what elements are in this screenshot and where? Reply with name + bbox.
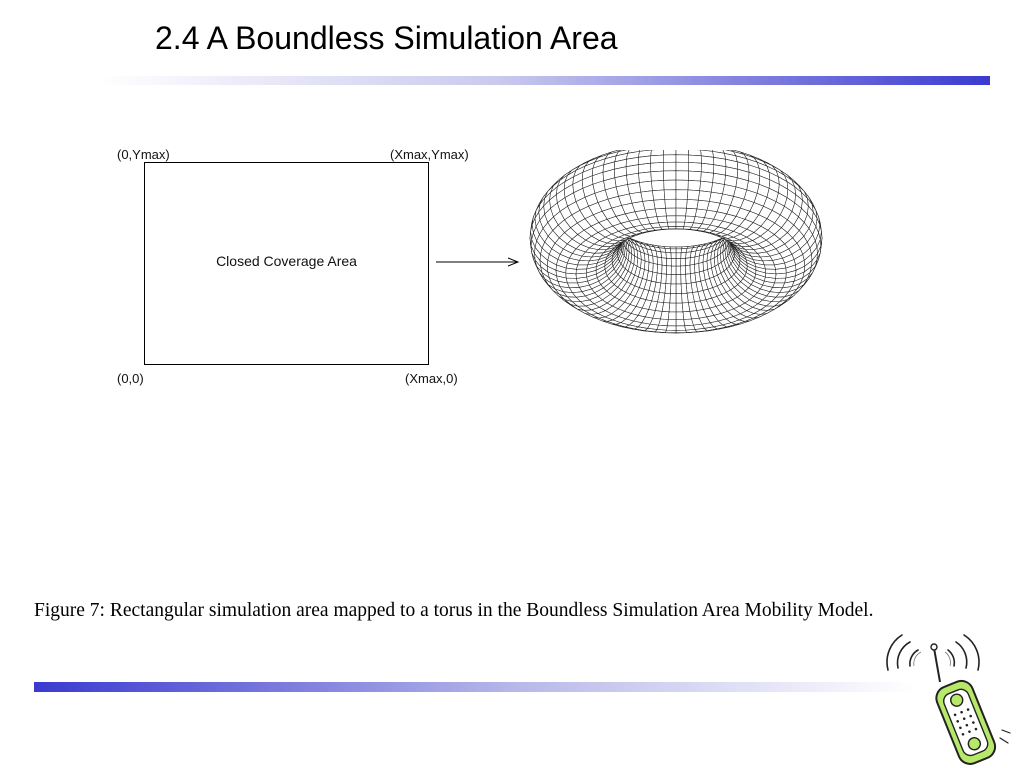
figure-caption: Figure 7: Rectangular simulation area mapped to a torus in the Boundless Simulation Area Mobility Model. bbox=[34, 600, 874, 621]
slide-title: 2.4 A Boundless Simulation Area bbox=[155, 20, 618, 56]
corner-top-left-label: (0,Ymax) bbox=[117, 147, 170, 162]
corner-bottom-right-label: (Xmax,0) bbox=[405, 371, 458, 386]
mapping-arrow-icon bbox=[436, 255, 522, 269]
footer-divider bbox=[34, 682, 914, 692]
mobile-phone-clipart-icon bbox=[880, 630, 1020, 765]
coverage-area-label: Closed Coverage Area bbox=[216, 253, 357, 269]
torus-wireframe-icon bbox=[528, 150, 828, 365]
coverage-area-rectangle bbox=[144, 162, 429, 365]
torus-mesh bbox=[530, 150, 822, 333]
title-divider bbox=[100, 76, 990, 85]
corner-bottom-left-label: (0,0) bbox=[117, 371, 144, 386]
corner-top-right-label: (Xmax,Ymax) bbox=[390, 147, 469, 162]
